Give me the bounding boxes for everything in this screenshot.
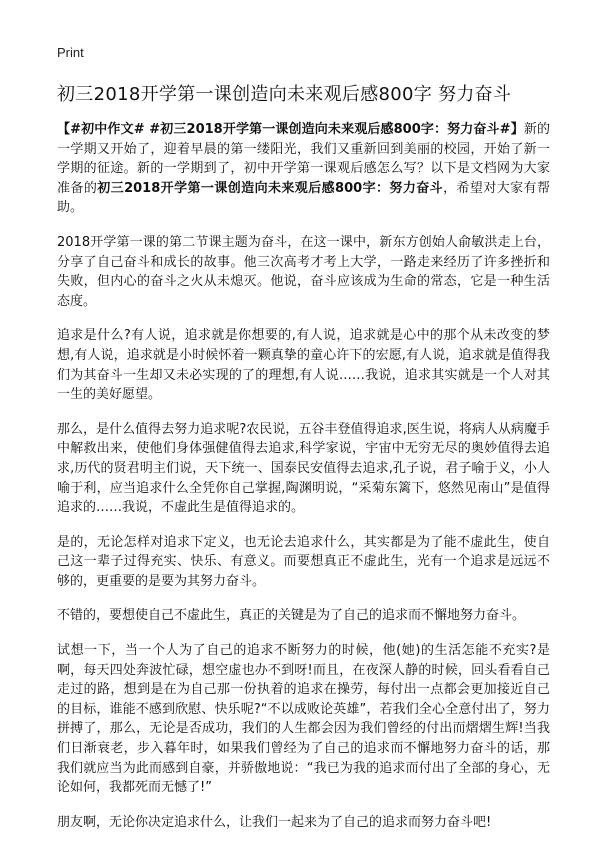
body-paragraph: 不错的，要想使自己不虚此生，真正的关键是为了自己的追求而不懈地努力奋斗。 (57, 608, 526, 624)
intro-bold-title: 初三2018开学第一课创造向未来观后感800字：努力奋斗 (97, 180, 444, 196)
print-link[interactable]: Print (57, 45, 84, 60)
body-paragraph: 试想一下，当一个人为了自己的追求不断努力的时候，他(她)的生活怎能不充实?是啊，每天四处奔波忙碌，想空虚也办不到呀!而且，在夜深人静的时候，回头看看自己走过的路，想到是在为自己那一份执着的追求在操劳，每付出一点都会更加接近自己的目标，谁能不感到欣慰、快乐呢?“不以成败论英雄”，若我们全心全意付出了，努力拼搏了，那么，无论是否成功，我们的人生都会因为我们曾经的付出而熠熠生辉!当我们日渐衰老，步入暮年时，如果我们曾经为了自己的追求而不懈地努力奋斗的话，那我们就应当为此而感到自豪，并骄傲地说：“我已为我的追求而付出了全部的身心，无论如何，我都死而无憾了!” (57, 643, 550, 796)
intro-hashtag: 【#初中作文# #初三2018开学第一课创造向未来观后感800字：努力奋斗#】 (57, 122, 524, 137)
body-paragraph: 是的，无论怎样对追求下定义，也无论去追求什么，其实都是为了能不虚此生，使自己这一辈子过得充实、快乐、有意义。而要想真正不虚此生，光有一个追求是远远不够的，更重要的是要为其努力奋斗。 (57, 534, 550, 589)
intro-text-b: ，希望对大家有帮助。 (57, 180, 550, 216)
body-paragraph: 追求是什么?有人说，追求就是你想要的,有人说，追求就是心中的那个从未改变的梦想,有人说，追求就是小时候怀着一颗真挚的童心许下的宏愿,有人说，追求就是值得我们为其奋斗一生却又未必实现的了的理想,有人说……我说，追求其实就是一个人对其一生的美好愿望。 (57, 328, 550, 403)
body-paragraph: 那么，是什么值得去努力追求呢?农民说，五谷丰登值得追求,医生说，将病人从病魔手中解救出来，使他们身体强健值得去追求,科学家说，宇宙中无穷无尽的奥妙值得去追求,历代的贤君明主们说，天下统一、国泰民安值得去追求,孔子说，君子喻于义，小人喻于利，应当追求什么全凭你自己掌握,陶渊明说，“采菊东篱下，悠然见南山”是值得追求的……我说，不虚此生是值得追求的。 (57, 421, 550, 516)
intro-text-a: 新的一学期又开始了，迎着早晨的第一缕阳光，我们又重新回到美丽的校园，开始了新一学期的征途。新的一学期到了，初中开学第一课观后感怎么写？以下是文档网为大家准备的 (57, 122, 550, 196)
body-paragraph: 2018开学第一课的第二节课主题为奋斗，在这一课中，新东方创始人俞敏洪走上台，分享了自己奋斗和成长的故事。他三次高考才考上大学，一路走来经历了许多挫折和失败，但内心的奋斗之火从未熄灭。他说，奋斗应该成为生命的常态，它是一种生活态度。 (57, 234, 550, 309)
intro-paragraph (57, 120, 550, 218)
article-body (57, 120, 550, 847)
body-paragraph: 朋友啊，无论你决定追求什么，让我们一起来为了自己的追求而努力奋斗吧! (57, 814, 492, 830)
page-title: 初三2018开学第一课创造向未来观后感800字 努力奋斗 (57, 84, 512, 105)
